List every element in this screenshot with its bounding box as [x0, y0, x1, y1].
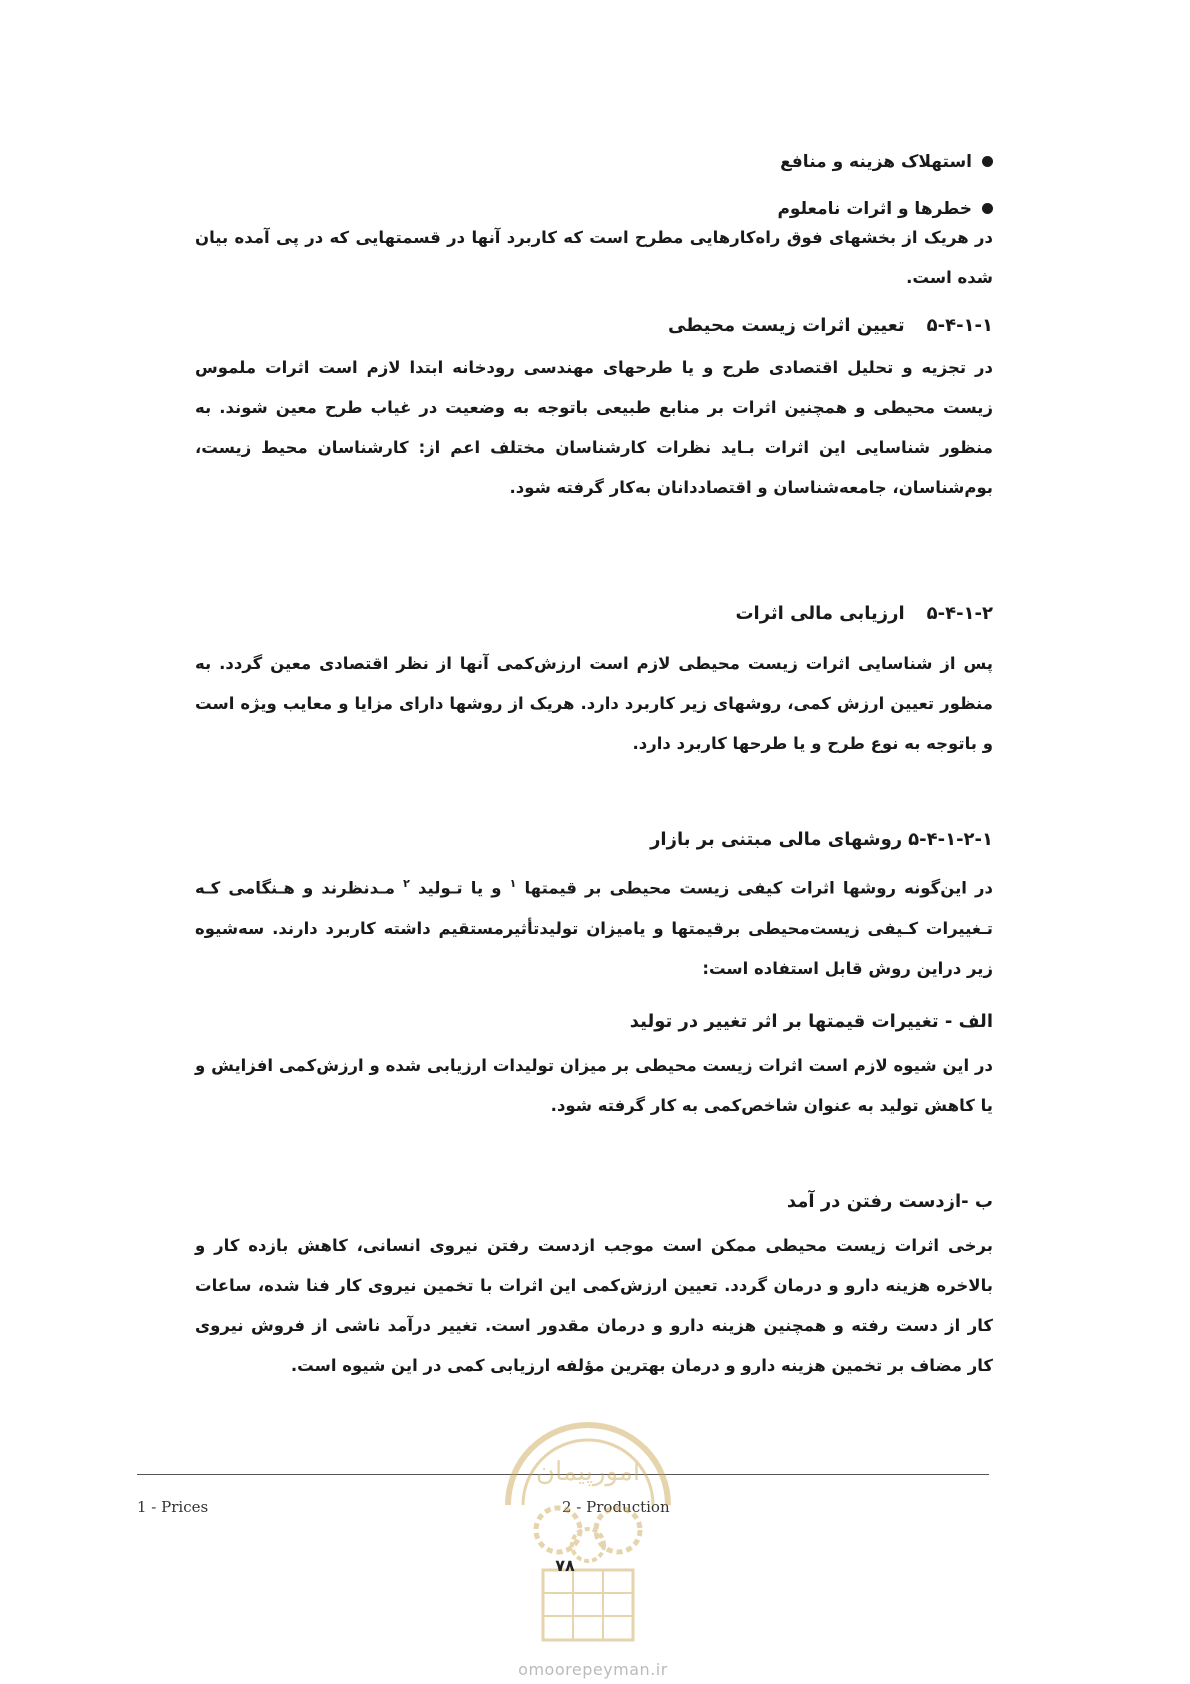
section-body: در این شیوه لازم است اثرات زیست محیطی بر میزان تولیدات ارزیابی شده و ارزش‌کمی افزایش و یا کاهش تولید به عنوان شاخص‌کمی به کار گرفته شود.	[195, 1056, 993, 1115]
section-heading	[195, 308, 993, 344]
intro-paragraph: در هریک از بخشهای فوق راه‌کارهایی مطرح است که کاربرد آنها در قسمتهایی که در پی آمده بیان شده است.	[195, 228, 993, 287]
section-title: تعیین اثرات زیست محیطی	[667, 315, 905, 336]
section-title: ارزیابی مالی اثرات	[735, 603, 905, 624]
footnote-ref: ۲	[403, 877, 410, 890]
section-body: پس از شناسایی اثرات زیست محیطی لازم است ارزش‌کمی آنها از نظر اقتصادی معین گردد. به منظور تعیین ارزش کمی، روشهای زیر کاربرد دارد. هریک از روشها دارای مزایا و معایب ویژه است و باتوجه به نوع طرح و یا طرحها کاربرد دارد.	[195, 654, 993, 753]
bullet-dot-icon	[982, 156, 993, 167]
watermark-site: omoorepeyman.ir	[518, 1660, 668, 1679]
section-number: ۵-۴-۱-۱	[926, 315, 993, 336]
svg-text:امورپیمان: امورپیمان	[535, 1457, 641, 1487]
body-text: مـدنظرند و هـنگامی کـه تـغییرات کـیفی زیست‌محیطی برقیمتها و یامیزان تولیدتأثیرمستقیم داشته کاربرد دارند. سه‌شیوه زیر دراین روش قابل استفاده است:	[195, 878, 993, 978]
section-number: ۵-۴-۱-۲	[926, 603, 993, 624]
footnote: 2 - Production	[562, 1498, 670, 1516]
bullet-item	[393, 138, 993, 185]
subsection-heading: الف - تغییرات قیمتها بر اثر تغییر در تولید	[629, 1011, 993, 1032]
subsection-heading: ب -ازدست رفتن در آمد	[786, 1191, 993, 1212]
footnote-ref: ۱	[509, 877, 517, 890]
bullet-text: خطرها و اثرات نامعلوم	[777, 198, 972, 219]
section-number: ۵-۴-۱-۲-۱	[908, 829, 993, 850]
footnote: 1 - Prices	[137, 1498, 209, 1516]
section-heading	[195, 596, 993, 632]
section-body: در تجزیه و تحلیل اقتصادی طرح و یا طرحهای مهندسی رودخانه ابتدا لازم است اثرات ملموس زیست محیطی و همچنین اثرات بر منابع طبیعی باتوجه به وضعیت در غیاب طرح معین شوند. به منظور شناسایی این اثرات بـاید نظرات کارشناسان مختلف اعم از: کارشناسان محیط زیست، بوم‌شناسان، جامعه‌شناسان و اقتصاددانان به‌کار گرفته شود.	[195, 358, 993, 497]
section-body	[195, 864, 993, 989]
page-number: ۷۸	[555, 1556, 575, 1575]
section-title: روشهای مالی مبتنی بر بازار	[650, 829, 903, 850]
body-text: و یا تـولید	[417, 878, 502, 898]
watermark-logo	[488, 1410, 688, 1665]
bullet-dot-icon	[982, 203, 993, 214]
section-heading	[195, 822, 993, 858]
section-body: برخی اثرات زیست محیطی ممکن است موجب ازدست رفتن نیروی انسانی، کاهش بازده کار و بالاخره هزینه دارو و درمان گردد. تعیین ارزش‌کمی این اثرات با تخمین نیروی کار فنا شده، ساعات کار از دست رفته و همچنین هزینه دارو و درمان مقدور است. تغییر درآمد ناشی از فروش نیروی کار مضاف بر تخمین هزینه دارو و درمان بهترین مؤلفه ارزیابی کمی در این شیوه است.	[195, 1236, 993, 1375]
body-text: در این‌گونه روشها اثرات کیفی زیست محیطی بر قیمتها	[524, 878, 993, 898]
bullet-text: استهلاک هزینه و منافع	[780, 151, 972, 172]
